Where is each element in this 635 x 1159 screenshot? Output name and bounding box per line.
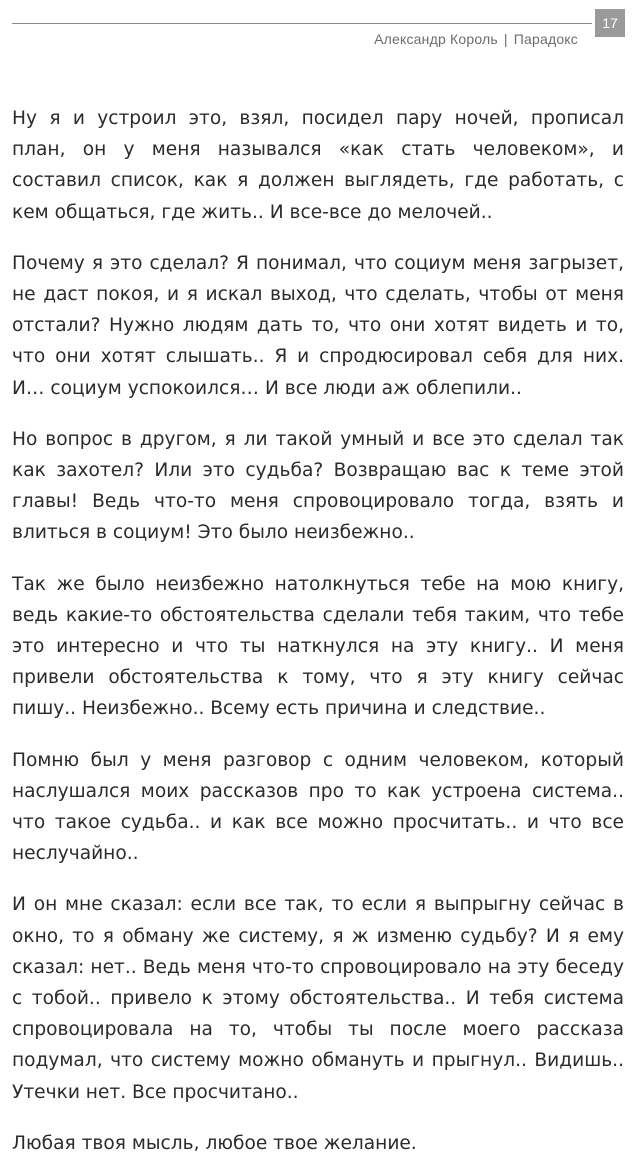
- paragraph-3: Но вопрос в другом, я ли такой умный и все это сделал так как захотел? Или это судьба? Возвращаю вас к теме этой главы! Ведь что-то меня спровоцировало тогда, взять и влиться в социум! Это было неизбежно..: [12, 428, 624, 544]
- paragraph-1: Ну я и устроил это, взял, посидел пару ночей, прописал план, он у меня назывался «как стать человеком», и составил список, как я должен выглядеть, где работать, с кем общаться, где жить.. И все-все до мелочей..: [12, 108, 624, 223]
- paragraph-5: Помню был у меня разговор с одним человеком, который наслушался моих рассказов про то как устроена система.. что такое судьба.. и как все можно просчитать.. и что все неслучайно..: [12, 749, 624, 865]
- header-rule: [12, 23, 592, 24]
- paragraph-6: И он мне сказал: если все так, то если я выпрыгну сейчас в окно, то я обману же систему, я ж изменю судьбу? И я ему сказал: нет.. Ведь меня что-то спровоцировало на эту беседу с тобой.. привело к этому обстоятельства.. И тебя система спровоцировала на то, чтобы ты после моего рассказа подумал, что систему можно обмануть и прыгнул.. Видишь.. Утечки нет. Все просчитано..: [12, 894, 624, 1103]
- page-number: 17: [595, 9, 625, 37]
- running-head-title: Парадокс: [513, 31, 578, 47]
- running-head-author: Александр Король: [374, 31, 498, 47]
- running-head: [374, 31, 578, 47]
- paragraph-4: Так же было неизбежно натолкнуться тебе на мою книгу, ведь какие-то обстоятельства сделали тебя таким, что тебе это интересно и что ты наткнулся на эту книгу.. И меня привели обстоятельства к тому, что я эту книгу сейчас пишу.. Неизбежно.. Всему есть причина и следствие..: [12, 573, 624, 720]
- paragraph-7: Любая твоя мысль, любое твое желание.: [12, 1132, 417, 1154]
- body-text: [12, 103, 624, 1159]
- running-head-separator: |: [503, 31, 508, 47]
- paragraph-2: Почему я это сделал? Я понимал, что социум меня загрызет, не даст покоя, и я искал выход, что сделать, чтобы от меня отстали? Нужно людям дать то, что они хотят видеть и то, что они хотят слышать.. Я и спродюсировал себя для них. И… социум успокоился… И все люди аж облепили..: [12, 252, 624, 399]
